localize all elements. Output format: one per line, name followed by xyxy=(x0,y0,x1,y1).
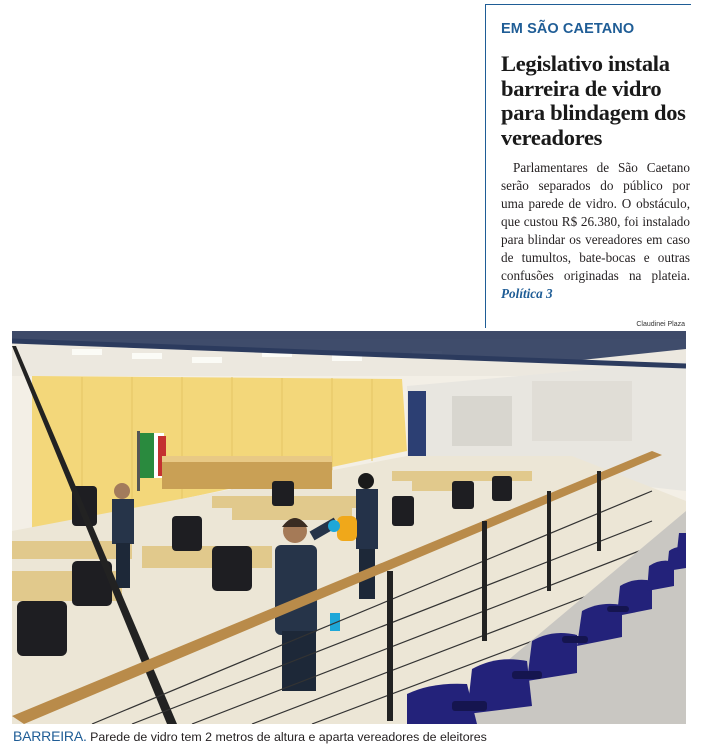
section-reference[interactable]: Política 3 xyxy=(501,286,553,301)
article-body-text: Parlamentares de São Caetano serão separados do público por uma parede de vidro. O obstáculo, que custou R$ 26.380, foi instalado para blindar os vereadores em caso de tumultos, bate-bocas e outras confusões originadas na plateia. xyxy=(501,160,690,283)
article-headline: Legislativo instala barreira de vidro para blindagem dos vereadores xyxy=(501,51,686,150)
caption-label: BARREIRA. xyxy=(13,728,87,744)
photo-caption xyxy=(13,728,693,744)
caption-text: Parede de vidro tem 2 metros de altura e aparta vereadores de eleitores xyxy=(90,730,487,744)
article-box xyxy=(485,4,691,328)
article-body xyxy=(501,159,690,303)
photo-credit: Claudinei Plaza xyxy=(636,321,685,328)
article-kicker: EM SÃO CAETANO xyxy=(501,21,635,37)
news-photo xyxy=(12,331,686,724)
